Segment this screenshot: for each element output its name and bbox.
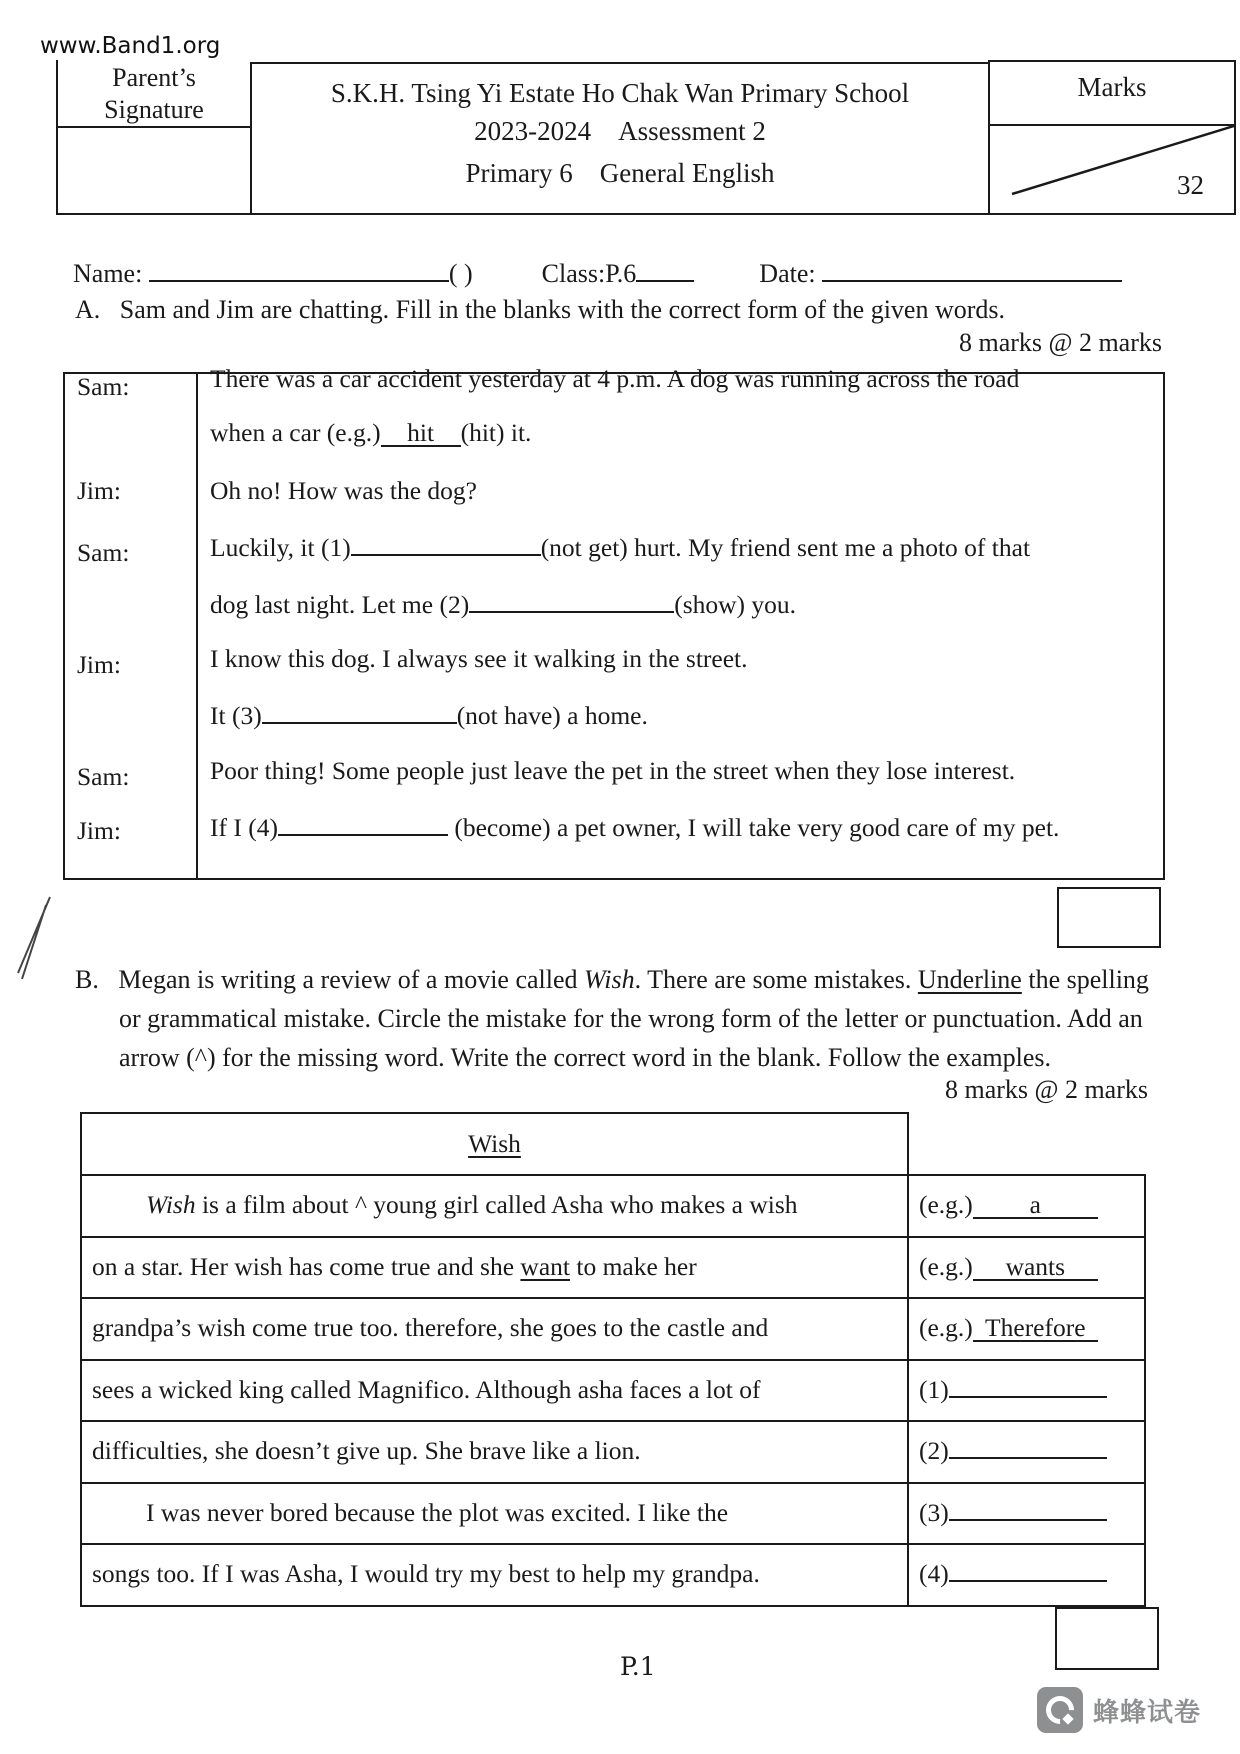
dialogue-text bbox=[210, 532, 1030, 563]
parent-signature-label-line1: Parent’s bbox=[112, 63, 196, 92]
review-text: I was never bored because the plot was excited. I like the bbox=[146, 1497, 729, 1527]
review-text-cell bbox=[80, 1543, 909, 1607]
class-number-field[interactable]: ( ) bbox=[448, 259, 473, 288]
assessment-name: Assessment 2 bbox=[618, 116, 766, 146]
level-subject-line bbox=[252, 152, 988, 194]
parent-signature-label-line2: Signature bbox=[104, 95, 204, 124]
dialogue-text: There was a car accident yesterday at 4 p.m. A dog was running across the road bbox=[210, 364, 1020, 393]
speaker: Jim: bbox=[77, 816, 121, 845]
speaker: Sam: bbox=[77, 372, 130, 401]
class-label: Class:P.6 bbox=[541, 259, 637, 288]
answer-label: (4) bbox=[919, 1559, 949, 1588]
exam-header bbox=[56, 60, 1204, 215]
section-b-letter: B. bbox=[75, 965, 99, 994]
parent-signature-cell bbox=[56, 60, 250, 215]
review-text-cell bbox=[80, 1420, 909, 1484]
name-label: Name: bbox=[73, 259, 143, 288]
answer-blank[interactable] bbox=[949, 1580, 1107, 1582]
answer-label: (e.g.) bbox=[919, 1190, 973, 1219]
section-a-instruction bbox=[75, 290, 1185, 329]
section-b-instruction bbox=[75, 960, 1155, 1077]
review-text: songs too. If I was Asha, I would try my best to help my grandpa. bbox=[92, 1559, 760, 1588]
answer-cell bbox=[907, 1174, 1146, 1238]
answer-label: (1) bbox=[919, 1374, 949, 1404]
section-a-marks: 8 marks @ 2 marks bbox=[958, 328, 1162, 357]
review-text-cell bbox=[80, 1482, 909, 1546]
review-text: grandpa’s wish come true too. therefore, she goes to the castle and bbox=[92, 1313, 769, 1342]
logo-watermark bbox=[1037, 1685, 1201, 1735]
answer-cell bbox=[907, 1543, 1146, 1607]
site-watermark: www.Band1.org bbox=[40, 33, 221, 59]
total-marks: 32 bbox=[1177, 170, 1204, 200]
answer-cell bbox=[907, 1359, 1146, 1423]
text-before: Luckily, it (1) bbox=[210, 533, 351, 562]
review-text: is a film about ^ young girl called Asha who makes a wish bbox=[195, 1190, 798, 1219]
text-after: (become) a pet owner, I will take very good care of my pet. bbox=[447, 813, 1060, 842]
assessment-line bbox=[252, 110, 988, 152]
text-after: (not get) hurt. My friend sent me a photo of that bbox=[540, 533, 1031, 562]
example-answer: hit bbox=[381, 421, 461, 447]
answer-label: (e.g.) bbox=[919, 1251, 973, 1281]
table-title: Wish bbox=[468, 1129, 521, 1158]
answer-cell bbox=[907, 1420, 1146, 1484]
answer-blank-2[interactable] bbox=[469, 589, 674, 613]
underlined-mistake: want bbox=[520, 1251, 570, 1281]
section-b-instruction-text bbox=[75, 960, 1155, 1077]
instruction-underline-word: Underline bbox=[917, 965, 1022, 994]
level: Primary 6 bbox=[465, 158, 573, 188]
marks-label: Marks bbox=[1077, 72, 1147, 102]
dialogue-text: Poor thing! Some people just leave the pet in the street when they lose interest. bbox=[210, 756, 1016, 785]
example-answer: a bbox=[973, 1193, 1098, 1219]
table-title-cell bbox=[80, 1112, 909, 1176]
answer-blank-4[interactable] bbox=[278, 812, 448, 836]
dialogue-text bbox=[210, 812, 1059, 843]
speaker: Jim: bbox=[77, 650, 121, 679]
divider bbox=[58, 126, 250, 128]
dialogue-row bbox=[65, 364, 1163, 412]
dialogue-text: Oh no! How was the dog? bbox=[210, 476, 477, 505]
review-text: sees a wicked king called Magnifico. Although asha faces a lot of bbox=[92, 1374, 761, 1404]
section-a-letter: A. bbox=[75, 295, 101, 324]
example-answer: wants bbox=[973, 1255, 1098, 1281]
school-info-cell bbox=[250, 62, 988, 215]
pencil-mark bbox=[12, 895, 52, 985]
answer-blank-3[interactable] bbox=[262, 700, 457, 724]
speaker: Sam: bbox=[77, 538, 130, 567]
review-text-cell bbox=[80, 1236, 909, 1300]
section-a-instruction-text: Sam and Jim are chatting. Fill in the blanks with the correct form of the given words. bbox=[119, 295, 1006, 324]
text-before: If I (4) bbox=[210, 813, 278, 842]
answer-cell bbox=[907, 1482, 1146, 1546]
movie-title: Wish bbox=[146, 1190, 196, 1219]
speaker: Jim: bbox=[77, 476, 121, 505]
dialogue-text bbox=[210, 589, 796, 620]
page-number: P.1 bbox=[620, 1652, 656, 1681]
text-before: when a car (e.g.) bbox=[210, 418, 381, 447]
answer-blank[interactable] bbox=[949, 1457, 1107, 1459]
answer-blank-1[interactable] bbox=[351, 532, 541, 556]
date-field[interactable] bbox=[822, 258, 1122, 282]
section-a-score-box[interactable] bbox=[1057, 887, 1161, 948]
review-text: on a star. Her wish has come true and she bbox=[92, 1251, 521, 1281]
answer-cell bbox=[907, 1236, 1146, 1300]
section-b-marks: 8 marks @ 2 marks bbox=[944, 1075, 1148, 1104]
dialogue-text: I know this dog. I always see it walking in the street. bbox=[210, 644, 748, 673]
school-name: S.K.H. Tsing Yi Estate Ho Chak Wan Primary School bbox=[330, 78, 910, 108]
marks-cell bbox=[988, 60, 1236, 215]
review-text: to make her bbox=[570, 1251, 697, 1281]
answer-blank[interactable] bbox=[949, 1519, 1107, 1521]
speaker: Sam: bbox=[77, 762, 130, 791]
review-text-cell bbox=[80, 1297, 909, 1361]
instruction-text: Megan is writing a review of a movie called bbox=[118, 965, 585, 994]
subject: General English bbox=[599, 158, 775, 188]
example-answer: Therefore bbox=[973, 1316, 1098, 1342]
review-text-cell bbox=[80, 1174, 909, 1238]
text-before: It (3) bbox=[210, 701, 262, 730]
logo-text: 蜂蜂试卷 bbox=[1093, 1697, 1202, 1728]
review-table bbox=[80, 1112, 1146, 1600]
answer-label: (e.g.) bbox=[919, 1313, 973, 1342]
answer-label: (3) bbox=[919, 1497, 949, 1527]
text-before: dog last night. Let me (2) bbox=[210, 590, 470, 619]
review-text-cell bbox=[80, 1359, 909, 1423]
dialogue-text bbox=[210, 700, 648, 731]
movie-title: Wish bbox=[584, 965, 635, 994]
school-year: 2023-2024 bbox=[474, 116, 592, 146]
instruction-text: the spelling or grammatical mistake. Circle the mistake for the wrong form of the letter or punctuation. Add an arrow (^) for the missing word. Write the correct word in the blank. Follow the examples. bbox=[119, 965, 1149, 1072]
class-field[interactable] bbox=[636, 258, 694, 282]
student-info-line bbox=[73, 258, 1173, 289]
answer-label: (2) bbox=[919, 1436, 949, 1465]
answer-cell bbox=[907, 1297, 1146, 1361]
dialogue-table bbox=[63, 364, 1165, 880]
answer-blank[interactable] bbox=[949, 1396, 1107, 1398]
review-text: difficulties, she doesn’t give up. She brave like a lion. bbox=[92, 1436, 641, 1465]
text-after: (not have) a home. bbox=[456, 701, 648, 730]
dialogue-text bbox=[210, 418, 531, 448]
name-field[interactable] bbox=[149, 258, 449, 282]
date-label: Date: bbox=[759, 259, 816, 288]
instruction-text: . There are some mistakes. bbox=[634, 965, 918, 994]
parent-signature-label bbox=[58, 62, 250, 126]
column-divider bbox=[196, 374, 198, 878]
text-after: (hit) it. bbox=[460, 418, 532, 447]
text-after: (show) you. bbox=[674, 590, 797, 619]
logo-icon bbox=[1037, 1687, 1083, 1733]
section-b-score-box[interactable] bbox=[1055, 1607, 1159, 1670]
